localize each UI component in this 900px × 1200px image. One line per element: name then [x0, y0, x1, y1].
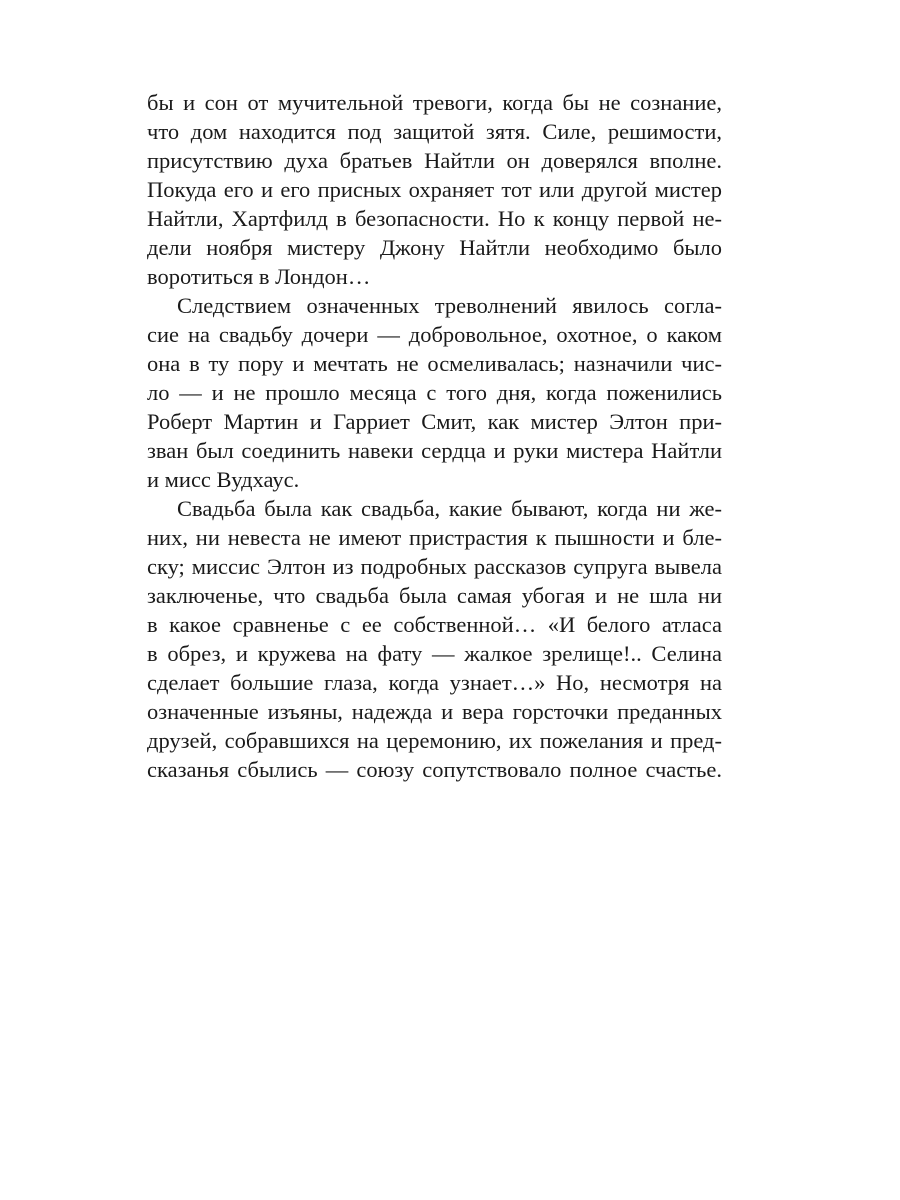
body-text — [147, 88, 722, 784]
text-line: в обрез, и кружева на фату — жалкое зрелище!.. Селина — [147, 641, 722, 666]
text-line: Свадьба была как свадьба, какие бывают, когда ни же- — [177, 496, 722, 521]
text-line: сказанья сбылись — союзу сопутствовало полное счастье. — [147, 757, 722, 782]
paragraph-3 — [147, 494, 722, 784]
paragraph-2 — [147, 291, 722, 494]
text-line: Покуда его и его присных охраняет тот или другой мистер — [147, 177, 722, 202]
text-line: она в ту пору и мечтать не осмеливалась; назначили чис- — [147, 351, 722, 376]
paragraph-1 — [147, 88, 722, 291]
text-line: зван был соединить навеки сердца и руки мистера Найтли — [147, 438, 722, 463]
text-line: воротиться в Лондон… — [147, 264, 371, 289]
text-line: Роберт Мартин и Гарриет Смит, как мистер Элтон при- — [147, 409, 722, 434]
text-line: присутствию духа братьев Найтли он доверялся вполне. — [147, 148, 722, 173]
text-line: них, ни невеста не имеют пристрастия к пышности и бле- — [147, 525, 722, 550]
text-line: Найтли, Хартфилд в безопасности. Но к концу первой не- — [147, 206, 722, 231]
text-line: сие на свадьбу дочери — добровольное, охотное, о каком — [147, 322, 722, 347]
text-line: ло — и не прошло месяца с того дня, когда поженились — [147, 380, 722, 405]
text-line: Следствием означенных треволнений явилось согла- — [177, 293, 722, 318]
text-line: означенные изъяны, надежда и вера горсточки преданных — [147, 699, 722, 724]
text-line: заключенье, что свадьба была самая убогая и не шла ни — [147, 583, 722, 608]
text-line: дели ноября мистеру Джону Найтли необходимо было — [147, 235, 722, 260]
text-line: и мисс Вудхаус. — [147, 467, 300, 492]
text-line: сделает большие глаза, когда узнает…» Но, несмотря на — [147, 670, 722, 695]
text-line: ску; миссис Элтон из подробных рассказов супруга вывела — [147, 554, 722, 579]
text-line: друзей, собравшихся на церемонию, их пожелания и пред- — [147, 728, 722, 753]
text-line: бы и сон от мучительной тревоги, когда бы не сознание, — [147, 90, 722, 115]
text-line: что дом находится под защитой зятя. Силе, решимости, — [147, 119, 722, 144]
text-line: в какое сравненье с ее собственной… «И белого атласа — [147, 612, 722, 637]
